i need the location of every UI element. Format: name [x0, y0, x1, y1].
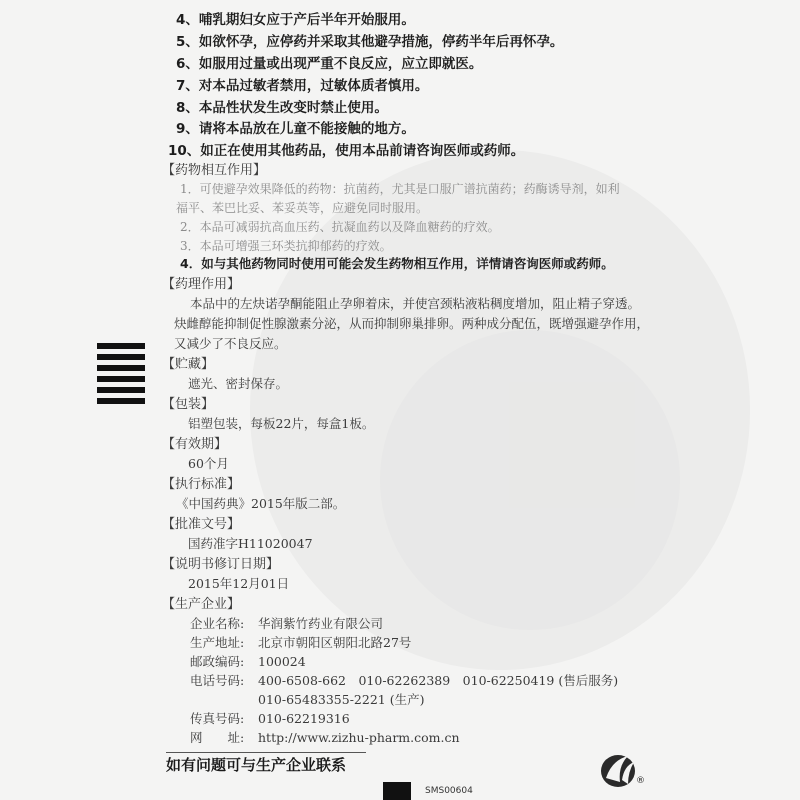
edge-bar [97, 387, 145, 393]
pharmacology-line-2: 炔雌醇能抑制促性腺激素分泌，从而抑制卵巢排卵。两种成分配伍，既增强避孕作用， [174, 316, 650, 331]
watermark-shape-inner [380, 330, 680, 630]
precaution-item-6: 6、如服用过量或出现严重不良反应，应立即就医。 [176, 56, 483, 72]
edge-bar [97, 343, 145, 349]
precaution-item-8: 8、本品性状发生改变时禁止使用。 [176, 100, 388, 116]
pharmacology-line-3: 又减少了不良反应。 [174, 336, 287, 351]
address: 北京市朝阳区朝阳北路27号 [258, 635, 412, 650]
precaution-item-4: 4、哺乳期妇女应于产后半年开始服用。 [176, 12, 415, 28]
website-label: 网 址: [190, 730, 245, 745]
revision-header: 【说明书修订日期】 [162, 557, 280, 572]
divider-line [166, 752, 366, 753]
manufacturer-header: 【生产企业】 [162, 597, 241, 612]
precaution-item-10: 10、如正在使用其他药品，使用本品前请咨询医师或药师。 [168, 143, 525, 159]
interactions-line-2: 2．本品可减弱抗高血压药、抗凝血药以及降血糖药的疗效。 [180, 220, 500, 234]
edge-bar [97, 354, 145, 360]
postcode-label: 邮政编码: [190, 654, 245, 669]
interactions-line-1: 1．可使避孕效果降低的药物：抗菌药，尤其是口服广谱抗菌药；药酶诱导剂，如利 [180, 182, 620, 196]
company-name-label: 企业名称: [190, 616, 245, 631]
address-label: 生产地址: [190, 635, 245, 650]
storage-value: 遮光、密封保存。 [188, 376, 289, 391]
zizhu-logo-icon [598, 750, 648, 790]
package-value: 铝塑包装，每板22片，每盒1板。 [188, 416, 375, 431]
interactions-line-1b: 福平、苯巴比妥、苯妥英等，应避免同时服用。 [176, 201, 429, 215]
contact-notice: 如有问题可与生产企业联系 [166, 756, 347, 774]
validity-header: 【有效期】 [162, 437, 228, 452]
validity-value: 60个月 [188, 456, 229, 471]
pharmacology-line-1: 本品中的左炔诺孕酮能阻止孕卵着床，并使宫颈粘液粘稠度增加，阻止精子穿透。 [190, 296, 641, 311]
postcode: 100024 [258, 654, 306, 669]
edge-bar [97, 376, 145, 382]
website-url: http://www.zizhu-pharm.com.cn [258, 730, 460, 745]
document-code: SMS00604 [425, 786, 473, 796]
registered-mark: ® [636, 776, 645, 786]
storage-header: 【贮藏】 [162, 357, 215, 372]
precaution-item-5: 5、如欲怀孕，应停药并采取其他避孕措施，停药半年后再怀孕。 [176, 34, 564, 50]
fax-number: 010-62219316 [258, 711, 350, 726]
edge-bar [97, 398, 145, 404]
interactions-line-4: 4．如与其他药物同时使用可能会发生药物相互作用，详情请咨询医师或药师。 [180, 256, 614, 271]
edge-bar [97, 365, 145, 371]
interactions-line-3: 3．本品可增强三环类抗抑郁药的疗效。 [180, 239, 392, 253]
revision-value: 2015年12月01日 [188, 576, 290, 591]
company-name: 华润紫竹药业有限公司 [258, 616, 384, 631]
standard-value: 《中国药典》2015年版二部。 [176, 496, 346, 511]
package-header: 【包装】 [162, 397, 215, 412]
fax-label: 传真号码: [190, 711, 245, 726]
interactions-header: 【药物相互作用】 [162, 163, 267, 178]
precaution-item-9: 9、请将本品放在儿童不能接触的地方。 [176, 121, 415, 137]
phone-numbers-2: 010-65483355-2221 (生产) [258, 692, 425, 707]
phone-label: 电话号码: [190, 673, 245, 688]
standard-header: 【执行标准】 [162, 477, 241, 492]
black-marker [383, 782, 411, 800]
approval-header: 【批准文号】 [162, 517, 241, 532]
pharmacology-header: 【药理作用】 [162, 277, 241, 292]
phone-numbers: 400-6508-662 010-62262389 010-62250419 (售后服务) [258, 673, 619, 688]
approval-value: 国药准字H11020047 [188, 536, 313, 551]
precaution-item-7: 7、对本品过敏者禁用，过敏体质者慎用。 [176, 78, 429, 94]
